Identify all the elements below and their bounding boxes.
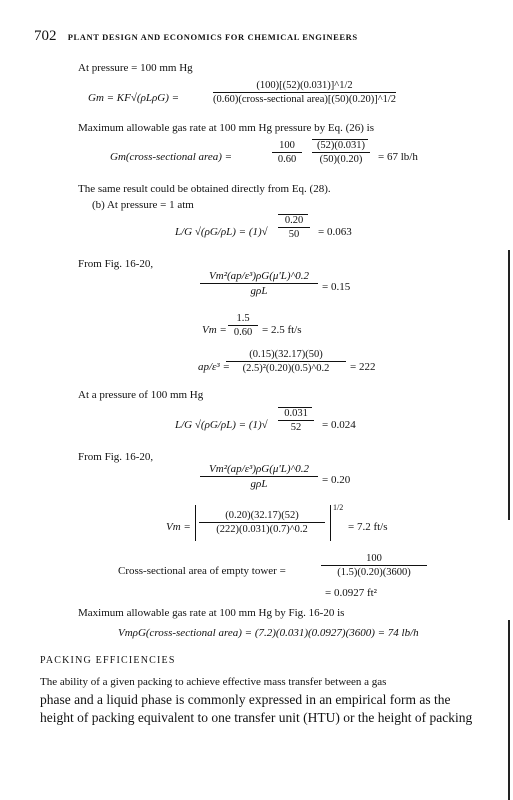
lg-lhs-b: L/G √(ρG/ρL) = (1)√ [175,226,268,238]
vm-result-b: = 2.5 ft/s [262,324,302,336]
vm-numerator-c: (0.20)(32.17)(52) [199,510,325,523]
ap-lhs: ap/ε³ = [198,361,230,373]
gm-cs-numerator-1: 100 [272,140,302,153]
vm-lhs-b: Vm = [202,324,227,336]
correlation-denominator-c: gρL [250,478,268,490]
paragraph-line: The ability of a given packing to achieve effective mass transfer between a gas [40,676,387,688]
vm-lhs-c: Vm = [166,521,191,533]
area-result: = 0.0927 ft² [325,587,377,599]
ap-fraction [226,349,346,374]
gm-cs-denominator-2: (50)(0.20) [319,154,363,165]
page-header [34,28,358,45]
gm-cs-denominator-1: 0.60 [277,154,297,165]
lg-numerator-b: 0.20 [278,215,310,228]
gm-cs-numerator-2: (52)(0.031) [312,140,370,153]
ap-numerator: (0.15)(32.17)(50) [226,349,346,362]
page-number: 702 [34,28,57,44]
lg-result-c: = 0.024 [322,419,356,431]
vm-fraction-c [199,510,325,535]
area-fraction [321,553,427,578]
section-heading: PACKING EFFICIENCIES [40,655,176,666]
gm-equation-lhs: Gm = KF√(ρLρG) = [88,92,180,104]
gm-numerator: (100)[(52)(0.031)]^1/2 [213,80,396,93]
from-fig-c: From Fig. 16-20, [78,451,154,463]
area-denominator: (1.5)(0.20)(3600) [337,567,411,578]
running-title: PLANT DESIGN AND ECONOMICS FOR CHEMICAL ENGINEERS [67,32,358,42]
lg-fraction-c [278,408,314,433]
gm-fraction [213,80,396,105]
paragraph-line: height of packing equivalent to one transfer unit (HTU) or the height of packing [40,710,473,725]
vm-exponent-c: 1/2 [333,503,344,512]
lg-lhs-c: L/G √(ρG/ρL) = (1)√ [175,419,268,431]
scan-edge-mark [508,250,510,520]
pressure-line-c: At a pressure of 100 mm Hg [78,389,204,401]
final-rate-line: VmρG(cross-sectional area) = (7.2)(0.031)(0.0927)(3600) = 74 lb/h [118,627,419,639]
lg-fraction-b [278,215,310,240]
correlation-denominator-b: gρL [250,285,268,297]
gm-cs-lhs: Gm(cross-sectional area) = [110,151,233,163]
vm-result-c: = 7.2 ft/s [348,521,388,533]
pressure-line: At pressure = 100 mm Hg [78,62,193,74]
area-label: Cross-sectional area of empty tower = [118,565,286,577]
correlation-fraction-b [200,270,318,297]
ap-denominator: (2.5)²(0.20)(0.5)^0.2 [242,363,330,374]
correlation-fraction-c [200,463,318,490]
gm-cs-fraction-1 [272,140,302,165]
correlation-result-b: = 0.15 [322,281,351,293]
lg-result-b: = 0.063 [318,226,352,238]
section-b-label: (b) At pressure = 1 atm [92,199,194,211]
ap-result: = 222 [350,361,376,373]
lg-denominator-b: 50 [288,229,300,240]
correlation-numerator-c: Vm²(ap/ε³)ρG(μ'L)^0.2 [200,463,318,477]
correlation-result-c: = 0.20 [322,474,351,486]
correlation-numerator-b: Vm²(ap/ε³)ρG(μ'L)^0.2 [200,270,318,284]
vm-fraction-b [228,313,258,338]
vm-denominator-c: (222)(0.031)(0.7)^0.2 [216,524,308,535]
vm-denominator-b: 0.60 [233,327,253,338]
same-result-line: The same result could be obtained directly from Eq. (28). [78,183,331,195]
max-rate-fig-line: Maximum allowable gas rate at 100 mm Hg by Fig. 16-20 is [78,607,345,619]
lg-numerator-c: 0.031 [278,408,314,421]
lg-denominator-c: 52 [290,422,302,433]
gm-cs-fraction-2 [312,140,370,165]
max-rate-line: Maximum allowable gas rate at 100 mm Hg pressure by Eq. (26) is [78,122,375,134]
scan-edge-mark [508,620,510,800]
bracket-right [330,505,331,541]
paragraph-line: phase and a liquid phase is commonly expressed in an empirical form as the [40,692,451,707]
vm-numerator-b: 1.5 [228,313,258,326]
from-fig-b: From Fig. 16-20, [78,258,154,270]
gm-cs-result: = 67 lb/h [378,151,418,163]
area-numerator: 100 [321,553,427,566]
gm-denominator: (0.60)(cross-sectional area)[(50)(0.20)]^1/2 [213,94,397,105]
bracket-left [195,505,196,541]
